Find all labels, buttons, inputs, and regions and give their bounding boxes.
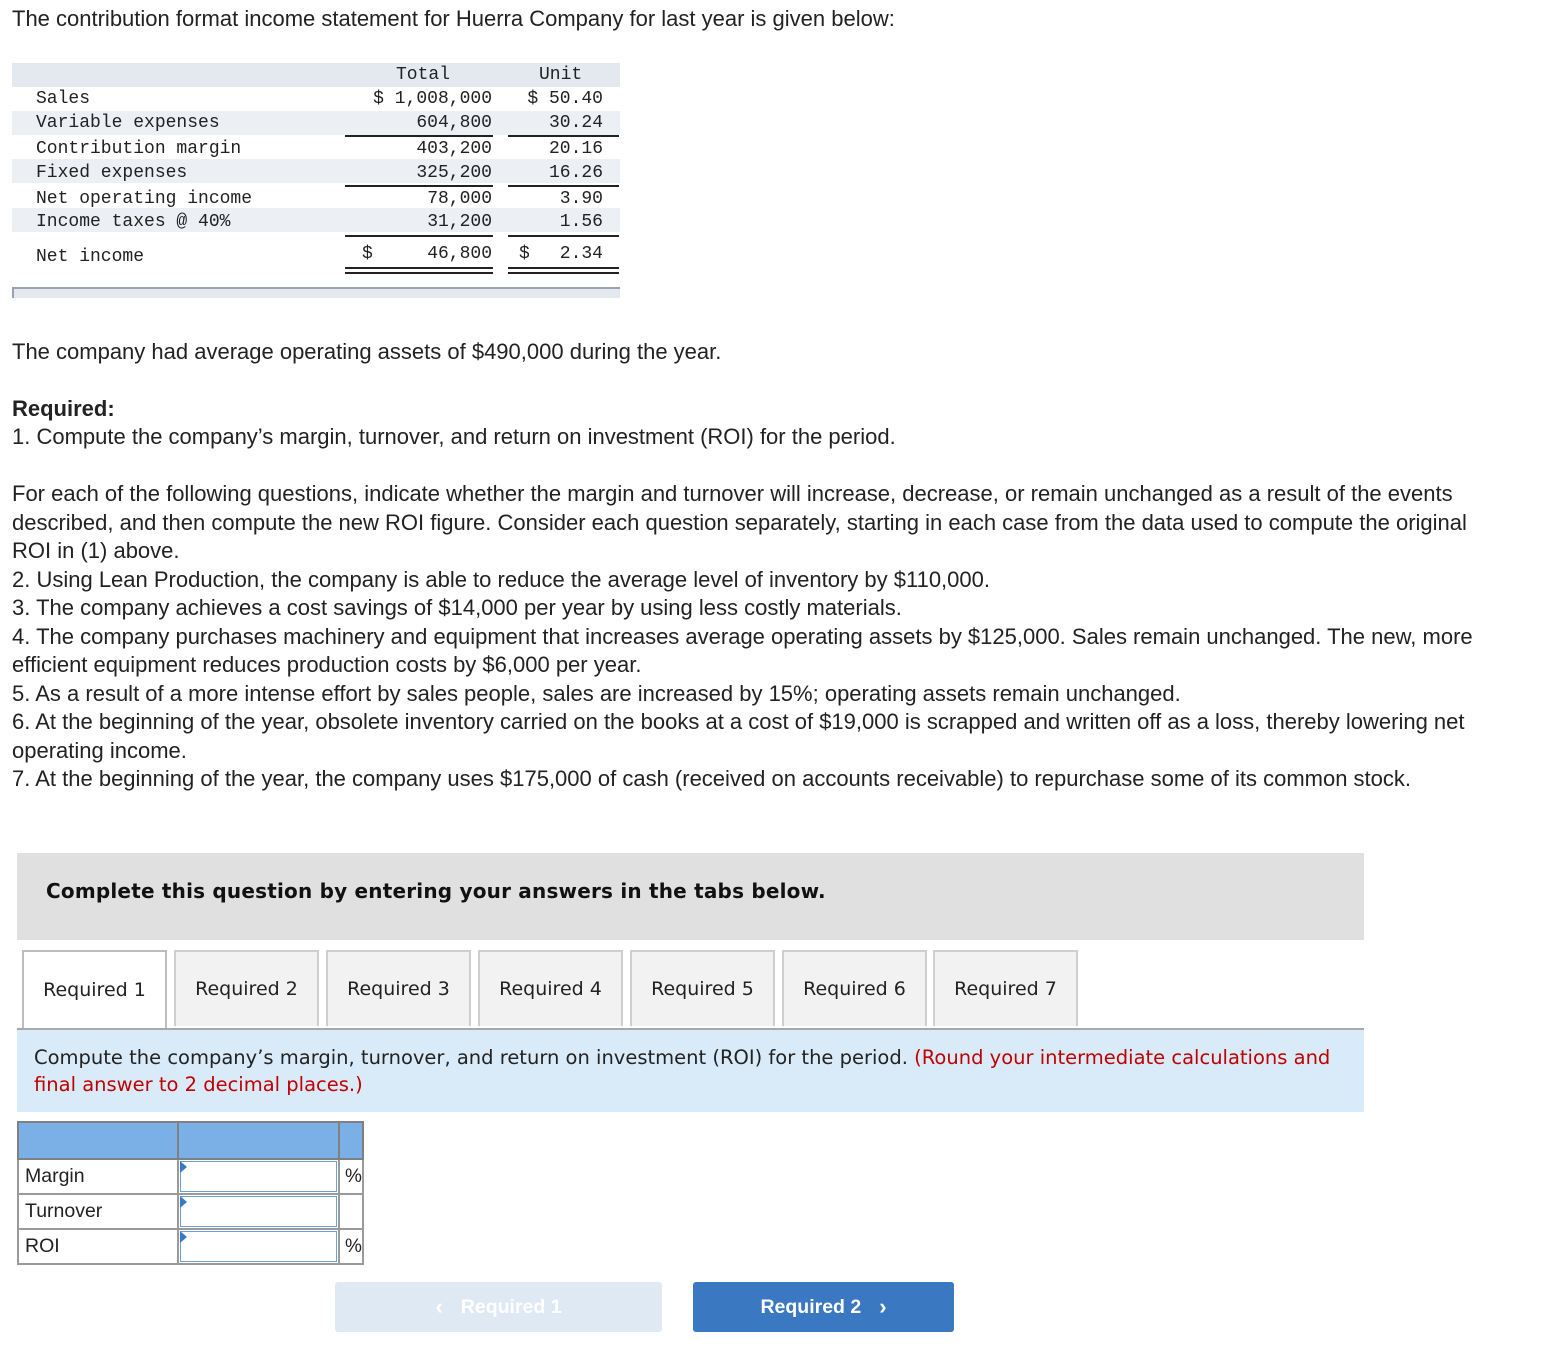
prev-button[interactable]: [335, 1282, 662, 1332]
statement-footer-bar: [12, 287, 620, 298]
answer-table: [17, 1121, 364, 1265]
row-unit: $ 50.40: [527, 89, 603, 109]
row-unit: 1.56: [559, 212, 603, 232]
answer-unit: %: [339, 1229, 363, 1264]
turnover-input[interactable]: [180, 1196, 337, 1227]
row-total: 31,200: [427, 212, 492, 232]
tab-required-5[interactable]: Required 5: [630, 950, 775, 1026]
underline: [345, 235, 493, 237]
required-1-text: 1. Compute the company’s margin, turnover, and return on investment (ROI) for the period.: [12, 424, 896, 449]
instruction-text: Complete this question by entering your answers in the tabs below.: [46, 879, 826, 903]
roi-input-cell: [178, 1229, 339, 1264]
questions-intro: For each of the following questions, indicate whether the margin and turnover will increase, decrease, or remain unchanged as a result of the events described, and then compute the new ROI figure. Consider each question separately, starting in each case from the data used to compute the original ROI in (1) above.: [12, 481, 1467, 563]
answer-row-roi: [18, 1229, 363, 1264]
tab-required-2[interactable]: Required 2: [174, 950, 319, 1026]
answer-label: ROI: [18, 1229, 178, 1264]
questions-block: [12, 480, 1512, 794]
row-total: 325,200: [416, 163, 492, 183]
answer-label: Turnover: [18, 1194, 178, 1229]
row-label: Contribution margin: [36, 139, 242, 159]
assets-text: The company had average operating assets of $490,000 during the year.: [12, 339, 722, 364]
input-marker-icon: [180, 1231, 187, 1243]
tab-required-7[interactable]: Required 7: [933, 950, 1078, 1026]
input-marker-icon: [180, 1196, 187, 1208]
row-unit: 3.90: [559, 189, 603, 209]
margin-input[interactable]: [180, 1161, 337, 1192]
row-total: $ 1,008,000: [373, 89, 492, 109]
row-unit: 16.26: [548, 163, 603, 183]
row-label: Variable expenses: [36, 113, 220, 133]
turnover-input-cell: [178, 1194, 339, 1229]
tab-required-3[interactable]: Required 3: [326, 950, 471, 1026]
answer-table-header: [18, 1122, 363, 1159]
question-item: 3. The company achieves a cost savings of $14,000 per year by using less costly materials.: [12, 595, 902, 620]
col-total-header: Total: [396, 65, 451, 85]
prompt-rounding-note: (Round your intermediate calculations and final answer to 2 decimal places.): [34, 1046, 1331, 1096]
question-item: 6. At the beginning of the year, obsolete inventory carried on the books at a cost of $19,000 is scrapped and written off as a loss, thereby lowering net operating income.: [12, 709, 1465, 763]
answer-unit: [339, 1194, 363, 1229]
question-item: 5. As a result of a more intense effort by sales people, sales are increased by 15%; operating assets remain unchanged.: [12, 680, 1181, 706]
row-total: 78,000: [427, 189, 492, 209]
chevron-right-icon: ›: [879, 1294, 887, 1319]
intro-text: The contribution format income statement for Huerra Company for last year is given below:: [12, 6, 895, 31]
row-label: Net income: [36, 247, 145, 267]
row-unit: 2.34: [559, 244, 603, 264]
row-unit: 20.16: [548, 139, 603, 159]
instruction-bar: [17, 853, 1364, 940]
answer-row-margin: [18, 1159, 363, 1194]
tab-required-4[interactable]: Required 4: [478, 950, 623, 1026]
question-item: 4. The company purchases machinery and equipment that increases average operating assets by $125,000. Sales remain unchanged. The new, more efficient equipment reduces production costs by $6,000 per year.: [12, 623, 1473, 677]
roi-input[interactable]: [180, 1231, 337, 1262]
underline: [508, 235, 619, 237]
row-total-currency: $: [362, 244, 373, 264]
header-cell: [178, 1122, 339, 1159]
question-item: 7. At the beginning of the year, the company uses $175,000 of cash (received on accounts receivable) to repurchase some of its common stock.: [12, 766, 1412, 791]
tab-required-1[interactable]: Required 1: [22, 950, 167, 1028]
prev-button-label: Required 1: [460, 1295, 562, 1318]
next-button[interactable]: [693, 1282, 954, 1332]
row-unit-currency: $: [519, 244, 530, 264]
prompt-text: Compute the company’s margin, turnover, and return on investment (ROI) for the period.: [34, 1046, 908, 1069]
question-prompt: [17, 1030, 1364, 1112]
margin-input-cell: [178, 1159, 339, 1194]
header-cell: [18, 1122, 178, 1159]
answer-unit: %: [339, 1159, 363, 1194]
answer-row-turnover: [18, 1194, 363, 1229]
row-total: 604,800: [416, 113, 492, 133]
statement-header-band: [12, 63, 620, 87]
row-total: 403,200: [416, 139, 492, 159]
question-item: 2. Using Lean Production, the company is able to reduce the average level of inventory by $110,000.: [12, 566, 990, 592]
double-underline: [508, 267, 619, 274]
row-label: Net operating income: [36, 189, 253, 209]
col-unit-header: Unit: [539, 65, 583, 85]
tab-bar: [17, 950, 1364, 1030]
tab-required-6[interactable]: Required 6: [782, 950, 927, 1026]
row-unit: 30.24: [548, 113, 603, 133]
row-label: Income taxes @ 40%: [36, 212, 231, 232]
chevron-left-icon: ‹: [435, 1294, 443, 1319]
income-statement: [12, 63, 620, 299]
next-button-label: Required 2: [760, 1295, 862, 1318]
double-underline: [345, 267, 493, 274]
header-cell: [339, 1122, 363, 1159]
row-label: Sales: [36, 89, 91, 109]
input-marker-icon: [180, 1161, 187, 1173]
row-total: 46,800: [427, 244, 492, 264]
row-label: Fixed expenses: [36, 163, 188, 183]
answer-label: Margin: [18, 1159, 178, 1194]
required-heading: Required:: [12, 396, 115, 421]
